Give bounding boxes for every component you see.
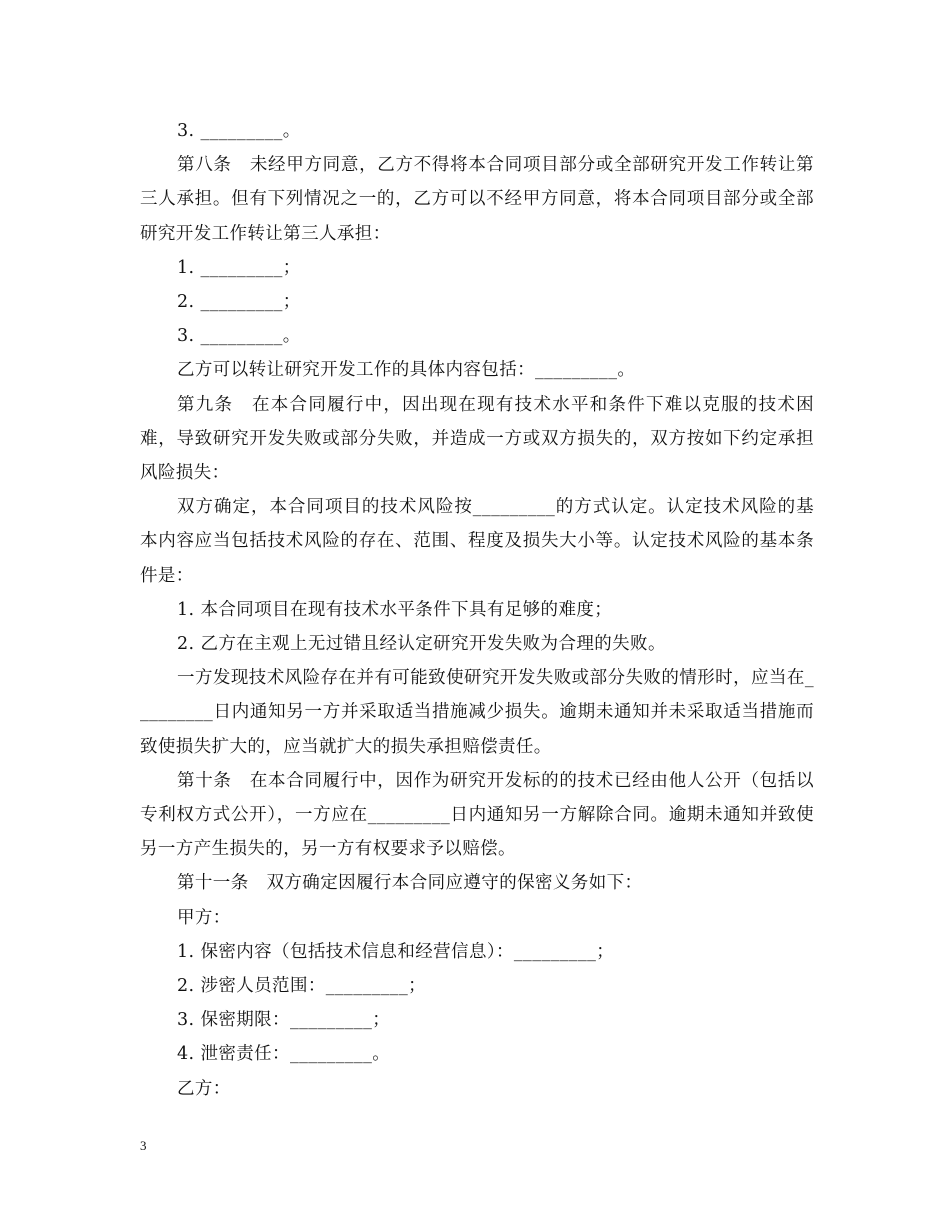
- list-item: 4. 泄密责任：_________。: [177, 1044, 391, 1065]
- list-item: 2. 涉密人员范围：_________；: [177, 976, 427, 997]
- list-item: 2. 乙方在主观上无过错且经认定研究开发失败为合理的失败。: [177, 634, 666, 655]
- document-page: [140, 114, 814, 1106]
- risk-notice-paragraph: 一方发现技术风险存在并有可能致使研究开发失败或部分失败的情形时，应当在_________日内通知另一方并采取适当措施减少损失。逾期未通知并未采取适当措施而致使损失扩大的，应当就扩大的损失承担赔偿责任。: [140, 668, 814, 757]
- transfer-content-paragraph: 乙方可以转让研究开发工作的具体内容包括：_________。: [177, 360, 636, 381]
- list-item: 1. 本合同项目在现有技术水平条件下具有足够的难度；: [177, 599, 613, 620]
- risk-determination-paragraph: 双方确定，本合同项目的技术风险按_________的方式认定。认定技术风险的基本内容应当包括技术风险的存在、范围、程度及损失大小等。认定技术风险的基本条件是：: [140, 497, 814, 586]
- page-number: 3: [140, 1138, 147, 1153]
- article-10: 第十条 在本合同履行中，因作为研究开发标的的技术已经由他人公开（包括以专利权方式公开），一方应在_________日内通知另一方解除合同。逾期未通知并致使另一方产生损失的，另一方有权要求予以赔偿。: [140, 770, 814, 860]
- article-11: 第十一条 双方确定因履行本合同应遵守的保密义务如下：: [177, 873, 643, 894]
- list-item: 2. _________；: [177, 292, 301, 313]
- party-a-label: 甲方：: [177, 907, 231, 928]
- list-item: 1. _________；: [177, 257, 301, 278]
- list-item: 1. 保密内容（包括技术信息和经营信息）：_________；: [177, 941, 615, 962]
- party-b-label: 乙方：: [177, 1078, 231, 1099]
- list-item: 3. _________。: [177, 326, 301, 347]
- paragraph-item-3: 3. _________。: [177, 121, 301, 141]
- article-9: 第九条 在本合同履行中，因出现在现有技术水平和条件下难以克服的技术困难，导致研究开发失败或部分失败，并造成一方或双方损失的，双方按如下约定承担风险损失：: [140, 394, 814, 484]
- list-item: 3. 保密期限：_________；: [177, 1010, 391, 1031]
- article-8: 第八条 未经甲方同意，乙方不得将本合同项目部分或全部研究开发工作转让第三人承担。但有下列情况之一的，乙方可以不经甲方同意，将本合同项目部分或全部研究开发工作转让第三人承担：: [140, 155, 814, 244]
